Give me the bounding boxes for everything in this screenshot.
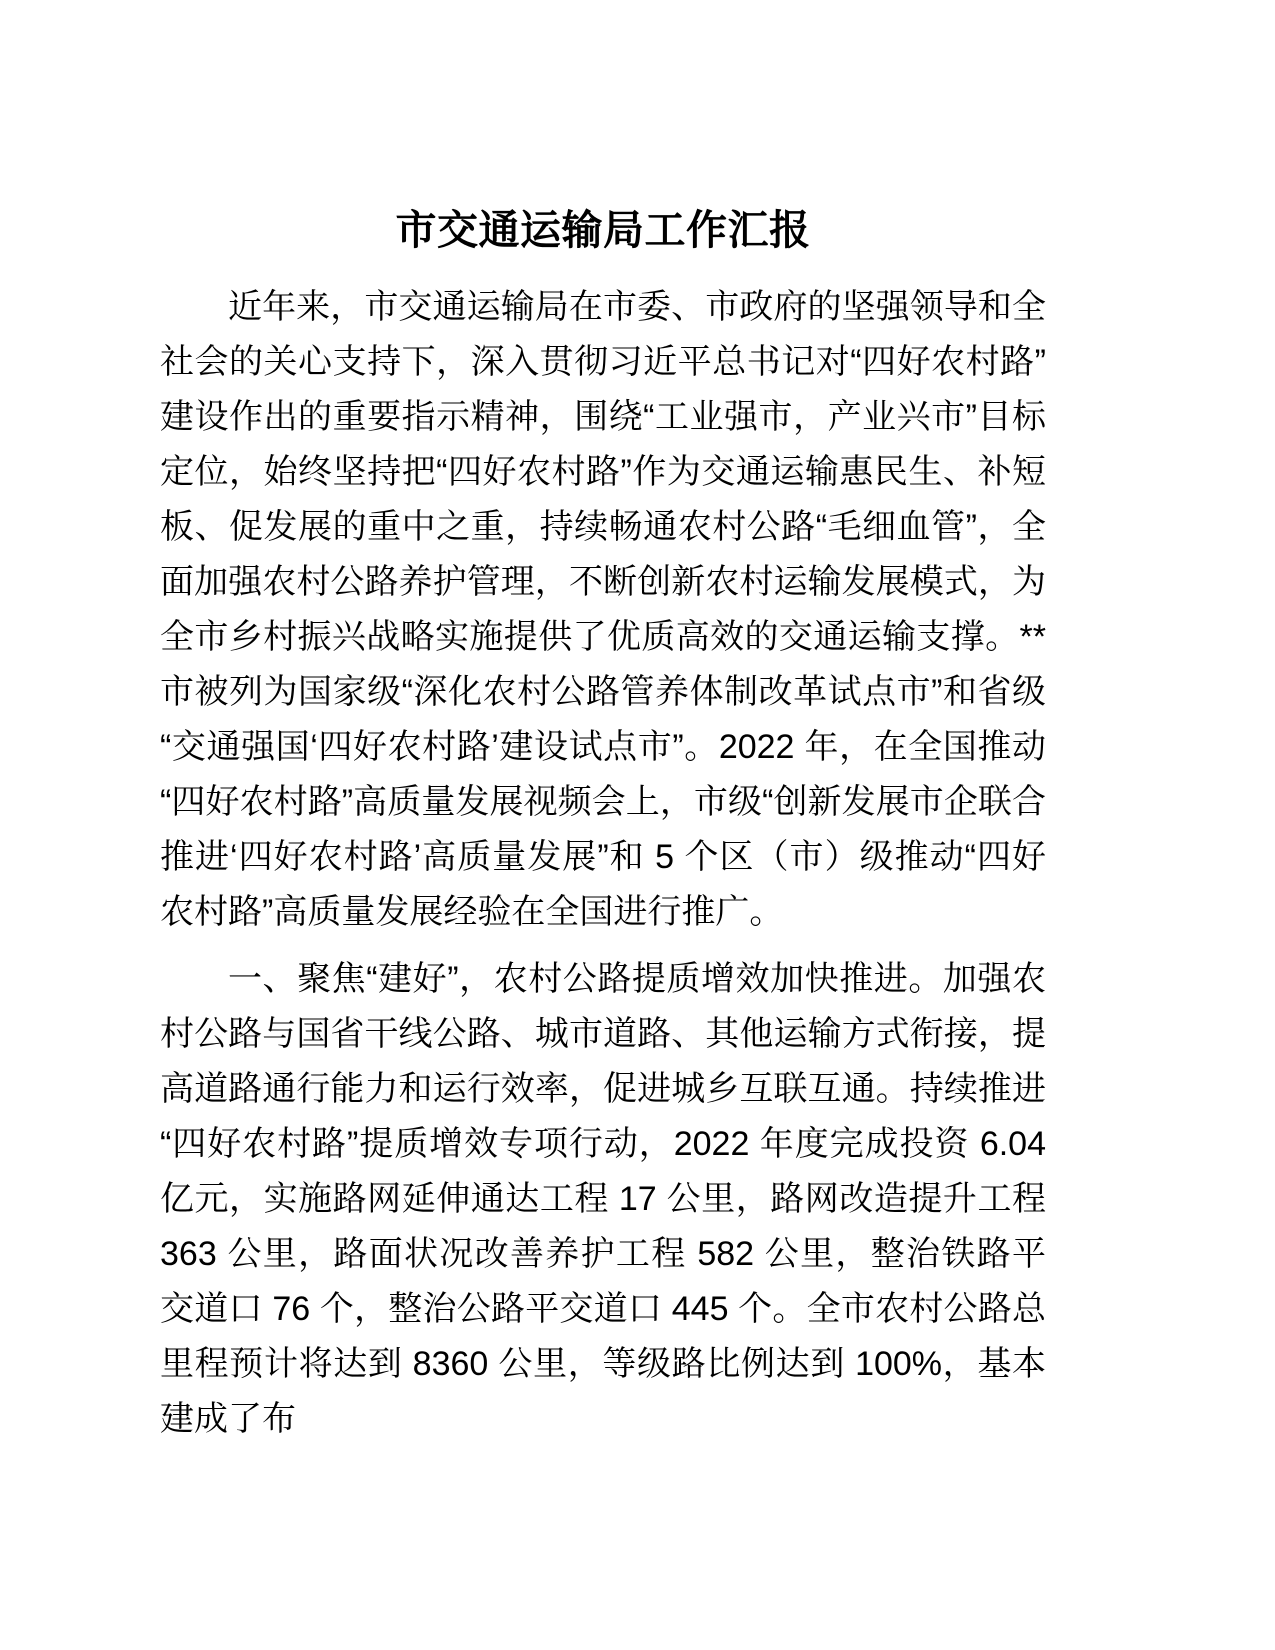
document-body bbox=[160, 280, 1046, 1447]
paragraph-intro: 近年来，市交通运输局在市委、市政府的坚强领导和全社会的关心支持下，深入贯彻习近平总书记对“四好农村路”建设作出的重要指示精神，围绕“工业强市，产业兴市”目标定位，始终坚持把“四好农村路”作为交通运输惠民生、补短板、促发展的重中之重，持续畅通农村公路“毛细血管”，全面加强农村公路养护管理，不断创新农村运输发展模式，为全市乡村振兴战略实施提供了优质高效的交通运输支撑。**市被列为国家级“深化农村公路管养体制改革试点市”和省级“交通强国‘四好农村路’建设试点市”。2022 年，在全国推动“四好农村路”高质量发展视频会上，市级“创新发展市企联合推进‘四好农村路’高质量发展”和 5 个区（市）级推动“四好农村路”高质量发展经验在全国进行推广。 bbox=[160, 288, 1046, 931]
page-title: 市交通运输局工作汇报 bbox=[395, 207, 811, 253]
paragraph-section-one: 一、聚焦“建好”，农村公路提质增效加快推进。加强农村公路与国省干线公路、城市道路、其他运输方式衔接，提高道路通行能力和运行效率，促进城乡互联互通。持续推进“四好农村路”提质增效专项行动，2022 年度完成投资 6.04 亿元，实施路网延伸通达工程 17 公里，路网改造提升工程 363 公里，路面状况改善养护工程 582 公里，整治铁路平交道口 76 个，整治公路平交道口 445 个。全市农村公路总里程预计将达到 8360 公里，等级路比例达到 100%，基本建成了布 bbox=[160, 960, 1046, 1438]
